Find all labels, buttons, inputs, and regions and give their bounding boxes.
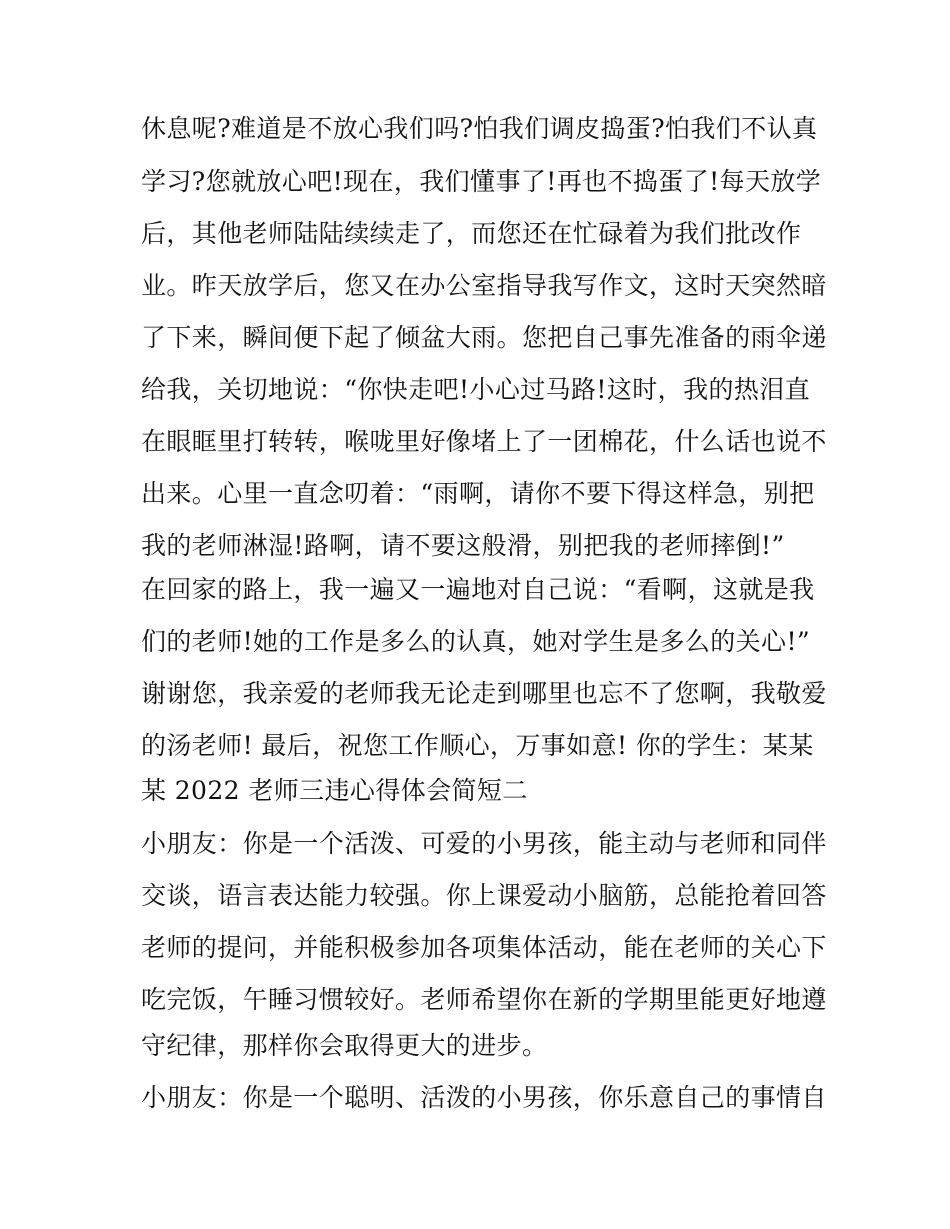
text-line: 我的老师淋湿!路啊，请不要这般滑，别把我的老师摔倒!” [141,531,785,560]
text-line: 了下来，瞬间便下起了倾盆大雨。您把自己事先准备的雨伞递 [141,323,827,352]
text-line: 后，其他老师陆陆续续走了，而您还在忙碌着为我们批改作 [141,219,802,248]
text-line: 们的老师!她的工作是多么的认真，她对学生是多么的关心!” [141,627,811,656]
text-line: 的汤老师! 最后，祝您工作顺心，万事如意! 你的学生：某某 [141,731,814,760]
text-line: 出来。心里一直念叨着：“雨啊，请你不要下得这样急，别把 [141,479,815,508]
text-line: 休息呢?难道是不放心我们吗?怕我们调皮捣蛋?怕我们不认真 [141,114,818,143]
text-line: 守纪律，那样你会取得更大的进步。 [141,1031,548,1060]
text-line: 业。昨天放学后，您又在办公室指导我写作文，这时天突然暗 [141,271,827,300]
section-heading: 某 2022 老师三违心得体会简短二 [141,776,528,805]
text-line: 小朋友：你是一个聪明、活泼的小男孩，你乐意自己的事情自 [141,1083,827,1112]
text-line: 小朋友：你是一个活泼、可爱的小男孩，能主动与老师和同伴 [141,829,827,858]
text-line: 在回家的路上，我一遍又一遍地对自己说：“看啊，这就是我 [141,575,815,604]
text-line: 在眼眶里打转转，喉咙里好像堵上了一团棉花，什么话也说不 [141,427,827,456]
text-line: 老师的提问，并能积极参加各项集体活动，能在老师的关心下 [141,933,827,962]
text-line: 吃完饭，午睡习惯较好。老师希望你在新的学期里能更好地遵 [141,985,827,1014]
text-line: 学习?您就放心吧!现在，我们懂事了!再也不捣蛋了!每天放学 [141,167,822,196]
text-line: 给我，关切地说：“你快走吧!小心过马路!这时，我的热泪直 [141,375,811,404]
text-line: 谢谢您，我亲爱的老师我无论走到哪里也忘不了您啊，我敬爱 [141,679,827,708]
text-line: 交谈，语言表达能力较强。你上课爱动小脑筋，总能抢着回答 [141,881,827,910]
